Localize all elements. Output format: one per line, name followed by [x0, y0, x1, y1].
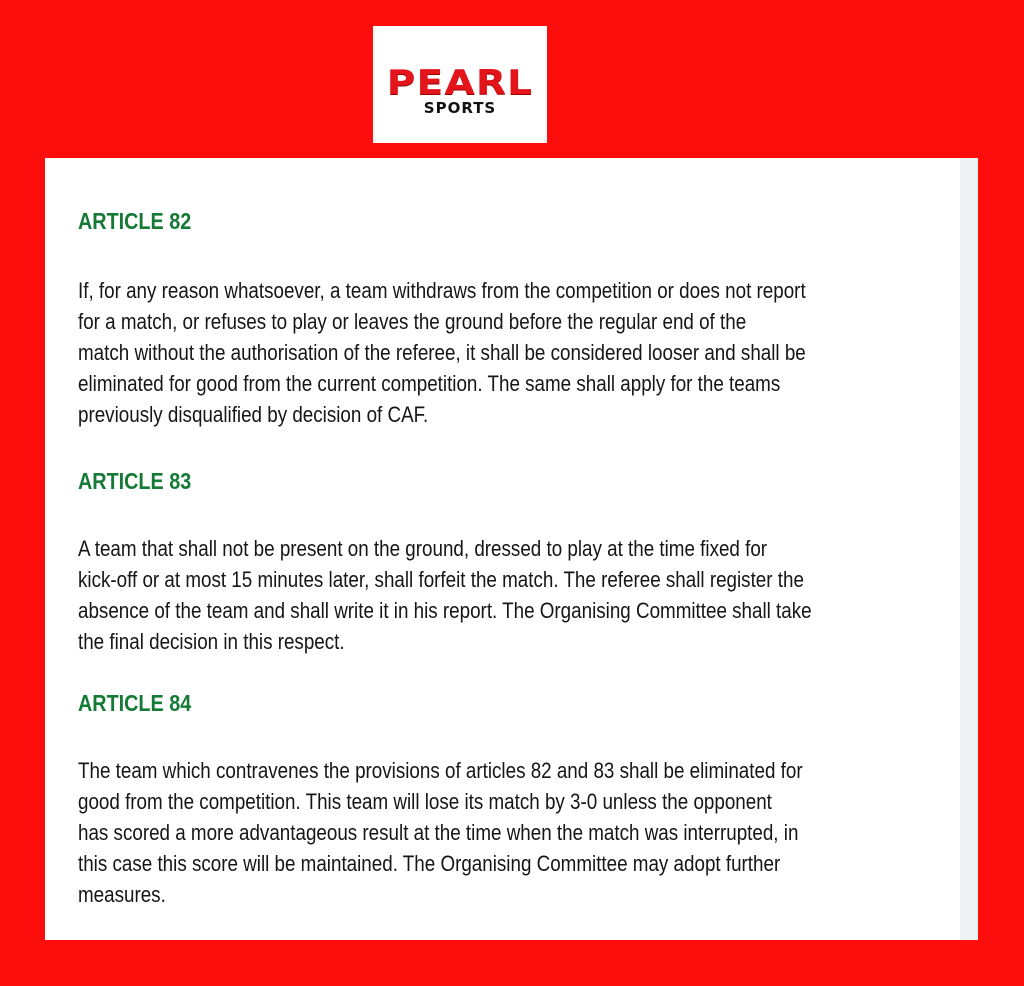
- article-83-heading: ARTICLE 83: [78, 468, 192, 494]
- article-83-line: the final decision in this respect.: [78, 629, 345, 654]
- article-82-line: for a match, or refuses to play or leaves the ground before the regular end of the: [78, 309, 747, 334]
- article-84-line: measures.: [78, 882, 166, 907]
- article-82-line: If, for any reason whatsoever, a team withdraws from the competition or does not report: [78, 278, 806, 303]
- document-page: [45, 158, 978, 940]
- article-83-line: absence of the team and shall write it in his report. The Organising Committee shall take: [78, 598, 812, 623]
- article-84-line: this case this score will be maintained. The Organising Committee may adopt further: [78, 851, 781, 876]
- logo-wordmark-sports: SPORTS: [423, 99, 497, 117]
- article-82-line: match without the authorisation of the referee, it shall be considered looser and shall be: [78, 340, 806, 365]
- article-83-line: kick-off or at most 15 minutes later, shall forfeit the match. The referee shall register the: [78, 567, 804, 592]
- article-84-line: has scored a more advantageous result at the time when the match was interrupted, in: [78, 820, 799, 845]
- logo-wordmark-pearl: PEARL: [386, 63, 534, 103]
- article-82-line: eliminated for good from the current competition. The same shall apply for the teams: [78, 371, 781, 396]
- pearl-sports-logo: [373, 26, 547, 143]
- article-84-line: The team which contravenes the provisions of articles 82 and 83 shall be eliminated for: [78, 758, 803, 783]
- page-edge: [960, 158, 978, 940]
- article-82-heading: ARTICLE 82: [78, 208, 192, 234]
- article-82-line: previously disqualified by decision of CAF.: [78, 402, 429, 427]
- article-84-line: good from the competition. This team will lose its match by 3-0 unless the opponent: [78, 789, 772, 814]
- article-83-line: A team that shall not be present on the ground, dressed to play at the time fixed for: [78, 536, 768, 561]
- article-84-heading: ARTICLE 84: [78, 690, 192, 716]
